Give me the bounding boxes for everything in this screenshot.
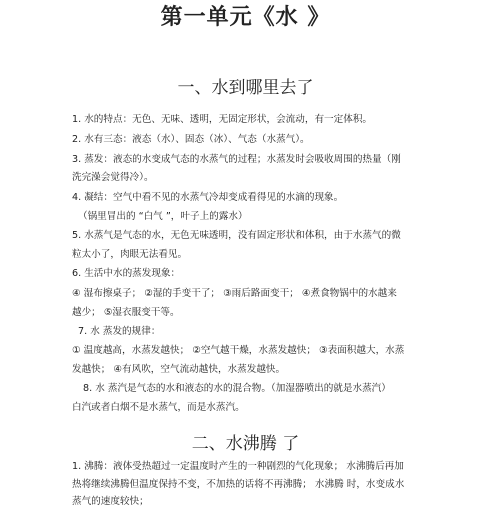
- section-2-line-1: 1. 沸腾：液体受热超过一定温度时产生的一种剧烈的气化现象； 水沸腾后再加: [72, 461, 404, 472]
- section-1-line-8: 粒太小了，肉眼无法看见。: [72, 249, 188, 260]
- section-2-line-3: 蒸气的速度较快；: [72, 496, 149, 507]
- section-1-line-1: 1. 水的特点：无色、无味、透明，无固定形状，会流动，有一定体积。: [72, 114, 373, 125]
- section-1-line-7: 5. 水蒸气是气态的水，无色无味透明，没有固定形状和体积，由于水蒸气的微: [72, 230, 401, 241]
- section-1-line-16: 白汽或者白烟不是水蒸气，而是水蒸汽。: [72, 402, 245, 413]
- document-title: 第一单元《水 》: [160, 5, 331, 30]
- section-2-title: 二、水沸腾 了: [191, 434, 300, 454]
- section-1-line-4: 洗完澡会觉得冷）。: [72, 172, 154, 183]
- section-1-line-3: 3. 蒸发：液态的水变成气态的水蒸气的过程；水蒸发时会吸收周围的热量（刚: [72, 154, 401, 165]
- section-1-line-5: 4. 凝结：空气中看不见的水蒸气冷却变成看得见的水滴的现象。: [72, 192, 344, 203]
- section-1-line-6: （锅里冒出的 “白气 ”，叶子上的露水）: [78, 211, 248, 222]
- section-1-line-10: ④ 湿布擦桌子； ②湿的手变干了； ③雨后路面变干； ④煮食物锅中的水越来: [72, 288, 397, 299]
- section-1-line-11: 越少； ⑤湿衣服变干等。: [72, 307, 180, 318]
- section-1-line-14: 发越快； ④有风吹，空气流动越快，水蒸发越快。: [72, 364, 286, 375]
- section-2-line-2: 热将继续沸腾但温度保持不变，不加热的话将不再沸腾； 水沸腾 时，水变成水: [72, 479, 405, 490]
- section-1-line-2: 2. 水有三态：液态（水）、固态（冰）、气态（水蒸气）。: [72, 134, 310, 145]
- section-1-title: 一、水到哪里去了: [177, 78, 314, 98]
- section-1-line-15: 8. 水 蒸汽是气态的水和液态的水的混合物。（加湿器喷出的就是水蒸汽）: [83, 383, 391, 394]
- section-1-line-9: 6. 生活中水的蒸发现象：: [72, 268, 181, 279]
- section-1-line-12: 7. 水 蒸发的规律：: [78, 326, 161, 337]
- section-1-line-13: ① 温度越高，水蒸发越快； ②空气越干燥，水蒸发越快； ③表面积越大，水蒸: [72, 345, 405, 356]
